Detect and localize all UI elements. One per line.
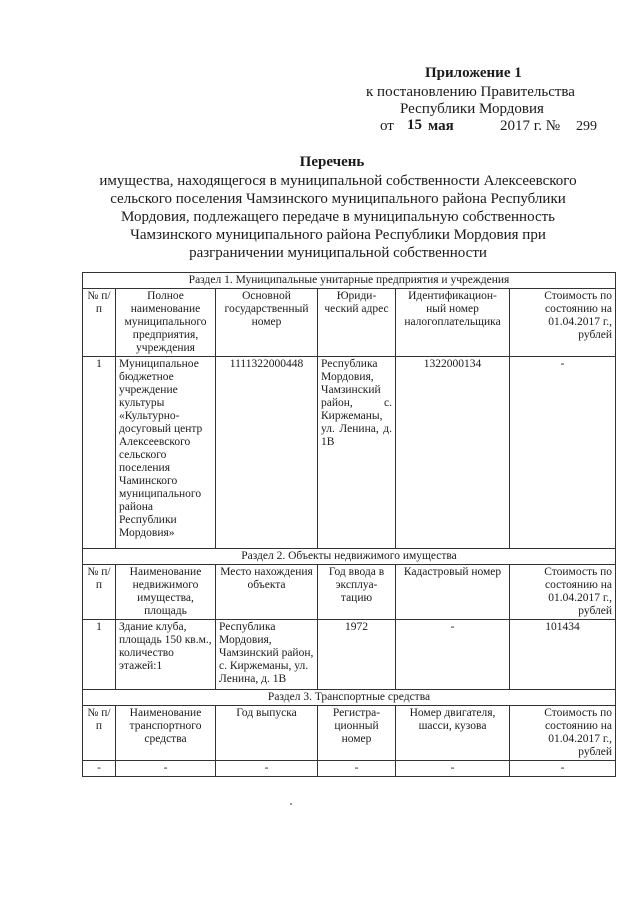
s3-row-cost: - [510,761,616,777]
date-day: 15 [407,117,422,133]
section-2-title: Раздел 2. Объекты недвижимого имущества [83,549,616,565]
s1-row-num: 1 [83,357,116,549]
subtitle-line-4: Чамзинского муниципального района Республики Мордовия при [130,227,546,243]
s2-header-cadastral: Кадастровый номер [396,565,510,620]
s3-row-num: - [83,761,116,777]
s3-header-year: Год выпуска [216,706,318,761]
resolution-date-line [380,117,597,135]
appendix-title: Приложение 1 [425,65,522,81]
subtitle-line-2: сельского поселения Чамзинского муниципального района Республики [110,191,566,207]
section-3-data-row [83,761,616,777]
s3-header-engine: Номер двигателя, шасси, кузова [396,706,510,761]
s1-row-ogrn: 1111322000448 [216,357,318,549]
property-table [82,272,616,777]
s2-header-location: Место нахождения объекта [216,565,318,620]
s1-header-name: Полное наименование муниципального предприятия, учреждения [116,289,216,357]
section-1-header-row [83,289,616,357]
s2-row-year: 1972 [318,620,396,690]
subtitle-line-1: имущества, находящегося в муниципальной собственности Алексеевского [99,173,577,189]
s1-row-cost: - [510,357,616,549]
scan-speck [290,803,292,805]
section-1-title: Раздел 1. Муниципальные унитарные предприятия и учреждения [83,273,616,289]
s1-header-num: № п/п [83,289,116,357]
subtitle-line-5: разграничении муниципальной собственности [189,245,487,261]
s2-row-location: Республика Мордовия, Чамзинский район, с. Киржеманы, ул. Ленина, д. 1В [216,620,318,690]
section-2-data-row [83,620,616,690]
s1-row-inn: 1322000134 [396,357,510,549]
date-prefix: от [380,118,394,134]
s1-header-ogrn: Основной государственный номер [216,289,318,357]
date-month: мая [428,118,454,134]
section-1-title-row [83,273,616,289]
section-3-title-row [83,690,616,706]
s2-header-cost: Стоимость по состоянию на 01.04.2017 г., рублей [510,565,616,620]
appendix-line-2: Республики Мордовия [400,101,544,117]
date-year: 2017 г. № [500,118,561,134]
s1-header-address: Юриди-ческий адрес [318,289,396,357]
section-1-data-row [83,357,616,549]
s2-header-num: № п/п [83,565,116,620]
s1-header-inn: Идентификацион-ный номер налогоплательщика [396,289,510,357]
s3-row-year: - [216,761,318,777]
s2-row-num: 1 [83,620,116,690]
s2-row-name: Здание клуба, площадь 150 кв.м., количество этажей:1 [116,620,216,690]
s1-row-name: Муниципальное бюджетное учреждение культуры «Культурно-досуговый центр Алексеевского сельского поселения Чаминского муниципального района Республики Мордовия» [116,357,216,549]
appendix-line-1: к постановлению Правительства [366,84,575,100]
s2-row-cost: 101434 [510,620,616,690]
section-3-header-row [83,706,616,761]
document-heading: Перечень [299,154,365,170]
resolution-number: 299 [576,119,597,134]
document-subtitle [0,172,640,262]
s3-row-engine: - [396,761,510,777]
subtitle-line-3: Мордовия, подлежащего передаче в муниципальную собственность [120,209,556,225]
s2-header-name: Наименование недвижимого имущества, площадь [116,565,216,620]
s3-header-cost: Стоимость по состоянию на 01.04.2017 г., рублей [510,706,616,761]
s3-row-name: - [116,761,216,777]
section-2-header-row [83,565,616,620]
section-2-title-row [83,549,616,565]
s2-row-cadastral: - [396,620,510,690]
s3-header-num: № п/п [83,706,116,761]
s3-header-regnum: Регистра-ционный номер [318,706,396,761]
s3-header-name: Наименование транспортного средства [116,706,216,761]
s1-row-address: Республика Мордовия, Чамзинский район, с. Киржеманы, ул. Ленина, д. 1В [318,357,396,549]
s3-row-regnum: - [318,761,396,777]
s1-header-cost: Стоимость по состоянию на 01.04.2017 г., рублей [510,289,616,357]
s2-header-year: Год ввода в эксплуа-тацию [318,565,396,620]
section-3-title: Раздел 3. Транспортные средства [83,690,616,706]
